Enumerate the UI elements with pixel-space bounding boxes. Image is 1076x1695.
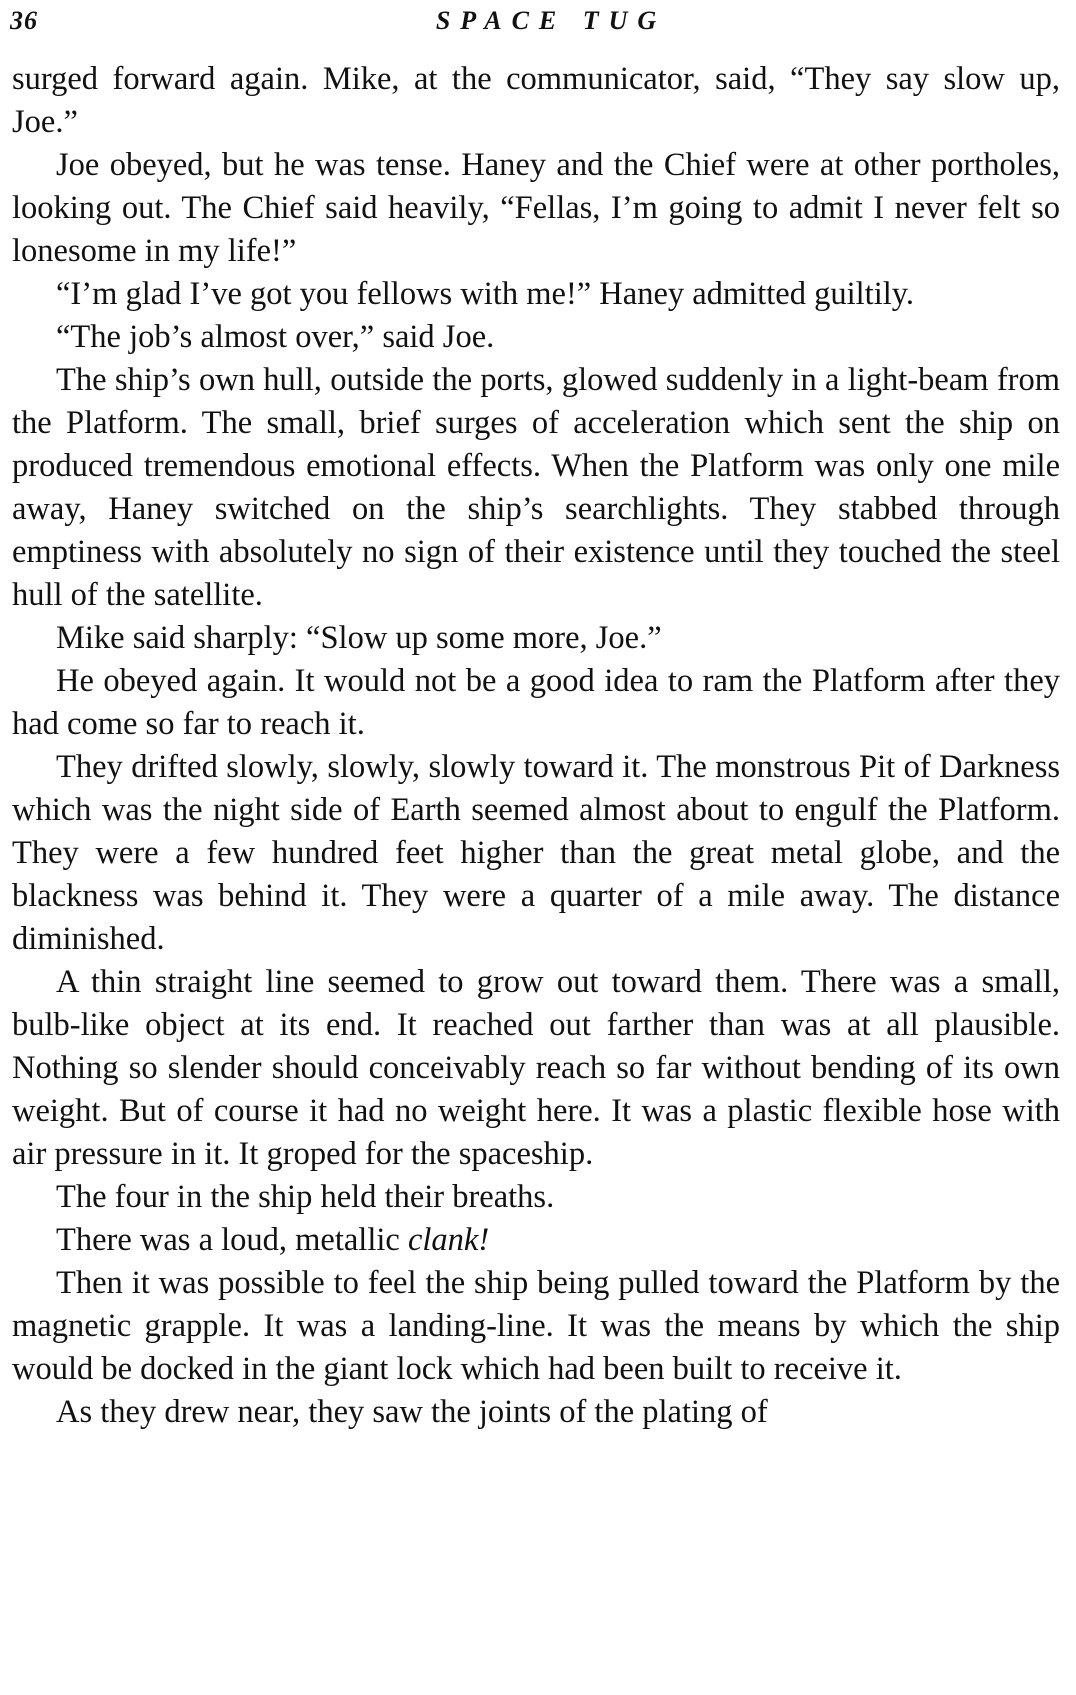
paragraph: “I’m glad I’ve got you fellows with me!” Haney admitted guiltily. xyxy=(56,276,915,312)
paragraph-continues-next-page: As they drew near, they saw the joints of the plating of xyxy=(56,1394,768,1430)
italic-sound-word: clank! xyxy=(407,1222,490,1258)
paragraph: A thin straight line seemed to grow out toward them. There was a small, bulb-like object at its end. It reached out farther than was at all plausible. Nothing so slender should conceivably reach so far without bending of its own weight. But of course it had no weight here. It was a plastic flexible hose with air pressure in it. It groped for the spaceship. xyxy=(12,964,1060,1172)
paragraph: They drifted slowly, slowly, slowly toward it. The monstrous Pit of Darkness which was the night side of Earth seemed almost about to engulf the Platform. They were a few hundred feet higher than the great metal globe, and the blackness was behind it. They were a quarter of a mile away. The distance diminished. xyxy=(12,749,1060,957)
paragraph-text: There was a loud, metallic xyxy=(56,1222,408,1258)
page-number: 36 xyxy=(10,6,38,35)
running-head xyxy=(10,6,1056,46)
paragraph: Joe obeyed, but he was tense. Haney and the Chief were at other portholes, looking out. The Chief said heavily, “Fellas, I’m going to admit I never felt so lonesome in my life!” xyxy=(12,147,1060,269)
paragraph: He obeyed again. It would not be a good idea to ram the Platform after they had come so far to reach it. xyxy=(12,663,1060,742)
paragraph xyxy=(12,1219,1060,1262)
body-text xyxy=(12,58,1060,1434)
paragraph: “The job’s almost over,” said Joe. xyxy=(56,319,495,355)
running-title: SPACE TUG xyxy=(435,6,667,35)
paragraph: The four in the ship held their breaths. xyxy=(56,1179,555,1215)
paragraph: Then it was possible to feel the ship being pulled toward the Platform by the magnetic grapple. It was a landing-line. It was the means by which the ship would be docked in the giant lock which had been built to receive it. xyxy=(12,1265,1060,1387)
paragraph-continued: surged forward again. Mike, at the communicator, said, “They say slow up, Joe.” xyxy=(12,61,1060,140)
paragraph: Mike said sharply: “Slow up some more, Joe.” xyxy=(56,620,662,656)
paragraph: The ship’s own hull, outside the ports, glowed suddenly in a light-beam from the Platform. The small, brief surges of acceleration which sent the ship on produced tremendous emotional effects. When the Platform was only one mile away, Haney switched on the ship’s searchlights. They stabbed through emptiness with absolutely no sign of their existence until they touched the steel hull of the satellite. xyxy=(12,362,1060,613)
